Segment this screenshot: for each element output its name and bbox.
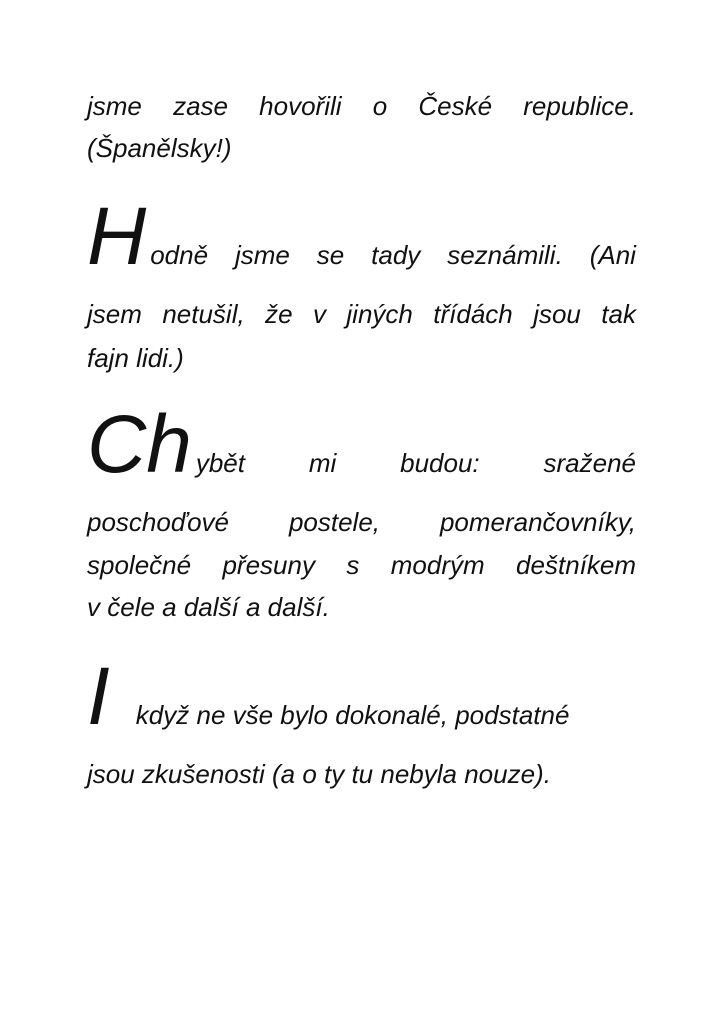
drop-cap: I [87, 651, 110, 742]
paragraph-3-line-4: v čele a další a další. [87, 592, 330, 622]
word: netušil, [162, 299, 245, 329]
word: České [418, 91, 493, 121]
word: tady [371, 240, 421, 270]
word: jsou [533, 299, 581, 329]
word: jsme [234, 240, 290, 270]
word: o [372, 91, 388, 121]
word: s [346, 550, 360, 580]
paragraph-3-line-3 [87, 543, 636, 587]
paragraph-3-line-2 [87, 500, 636, 544]
paragraph-4-line-1-rest: když ne vše bylo dokonalé, podstatné [135, 700, 570, 730]
word: budou: [400, 448, 480, 478]
paragraph-4-line-1 [87, 651, 636, 742]
word: mi [308, 448, 337, 478]
word: jsme [87, 91, 142, 121]
word: že [265, 299, 293, 329]
word: třídách [433, 299, 513, 329]
word: zase [173, 91, 228, 121]
word: ybět [195, 448, 245, 478]
word: tak [601, 299, 636, 329]
paragraph-4-line-2: jsou zkušenosti (a o ty tu nebyla nouze). [87, 759, 551, 789]
paragraph-2-line-1 [87, 191, 636, 282]
word: (Ani [589, 240, 636, 270]
paragraph-3-line-1-rest [196, 448, 636, 479]
drop-cap: H [87, 191, 147, 282]
word: jiných [346, 299, 413, 329]
word: sražené [543, 448, 636, 478]
paragraph-1-line-1 [87, 84, 636, 128]
word: poschoďové [87, 507, 230, 537]
paragraph-1-line-2: (Španělsky!) [87, 133, 232, 163]
word: jsem [87, 299, 142, 329]
word: seznámili. [447, 240, 563, 270]
paragraph-3-line-1 [87, 399, 636, 490]
word: postele, [288, 507, 381, 537]
word: v [312, 299, 326, 329]
paragraph-2-line-1-rest [150, 240, 636, 271]
word: republice. [523, 91, 636, 121]
word: se [316, 240, 345, 270]
word: hovořili [259, 91, 342, 121]
word: modrým [390, 550, 485, 580]
word: deštníkem [516, 550, 636, 580]
word: přesuny [222, 550, 315, 580]
word: pomerančovníky, [439, 507, 636, 537]
word: společné [87, 550, 192, 580]
drop-cap: Ch [87, 399, 192, 490]
paragraph-2-line-3: fajn lidi.) [87, 343, 184, 373]
paragraph-2-line-2 [87, 292, 636, 336]
word: odně [150, 240, 209, 270]
